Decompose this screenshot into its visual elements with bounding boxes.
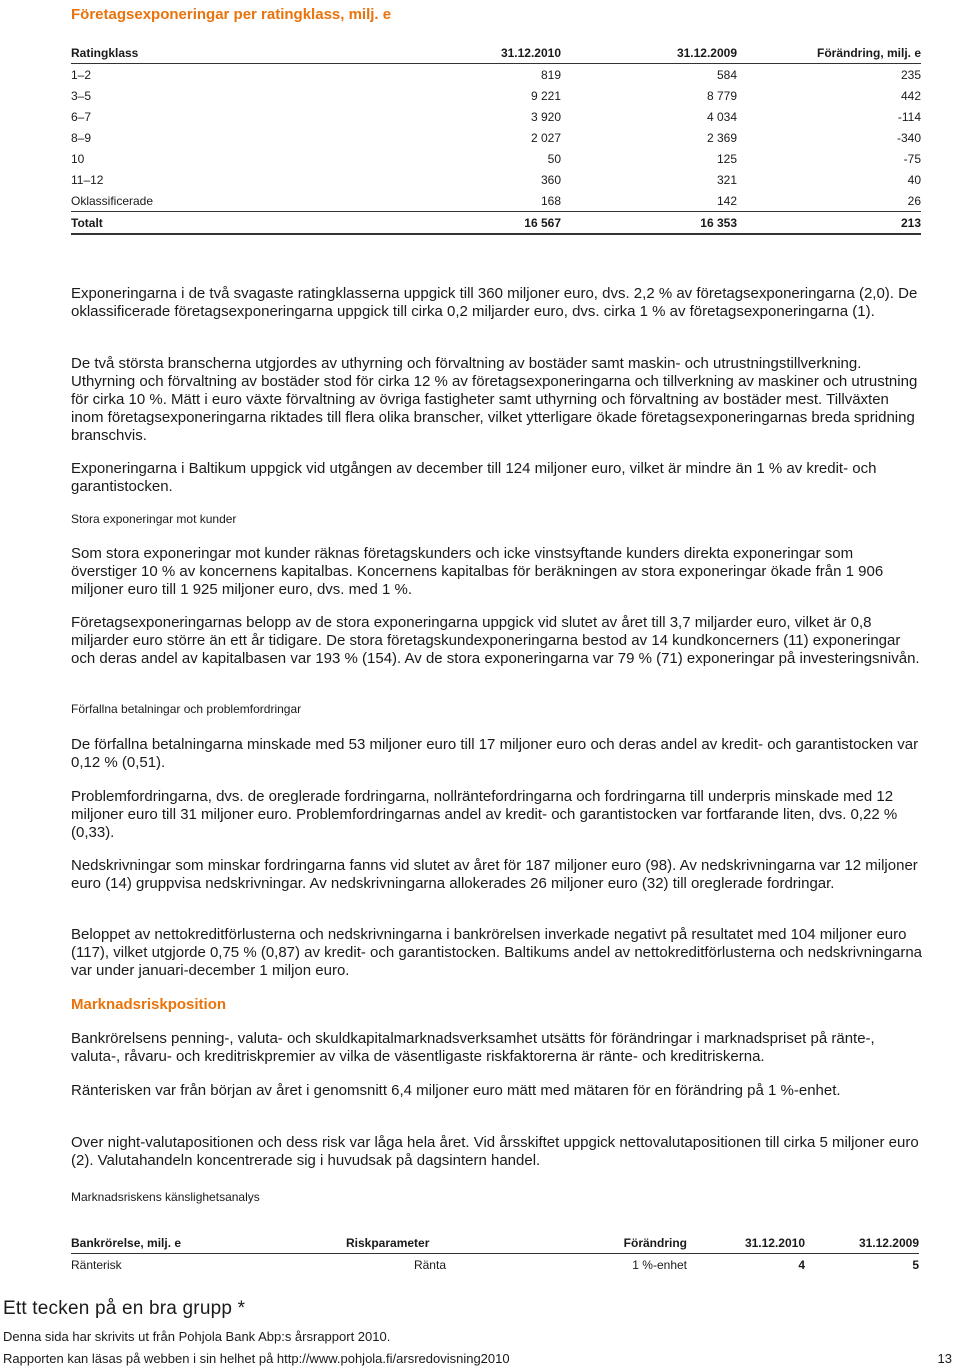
- table-cell: 16 567: [371, 212, 561, 235]
- col-header: Förändring, milj. e: [737, 42, 921, 64]
- table-cell: 2 369: [706, 130, 737, 145]
- paragraph: Företagsexponeringarnas belopp av de stora exponeringarna uppgick vid slutet av året till 3,7 miljarder euro, vilket är 0,8 miljarder euro större än ett år tidigare. De stora företagskundexponeringarna bestod av 14 kundkoncerners (11) exponeringar och deras andel av kapitalbasen var 193 % (154). Av de stora exponeringarna var 79 % (71) exponeringar på investeringsnivån.: [71, 614, 920, 667]
- page-title: Företagsexponeringar per ratingklass, milj. e: [71, 6, 392, 23]
- table-cell: 213: [737, 212, 921, 235]
- subheading: Marknadsriskens känslighetsanalys: [71, 1190, 260, 1204]
- table-cell: 3 920: [530, 109, 561, 124]
- table-cell: 8–9: [71, 130, 92, 145]
- col-header: Ratingklass: [71, 42, 371, 64]
- rating-table: [71, 42, 921, 235]
- table-cell: 125: [716, 151, 737, 166]
- table-cell: 11–12: [71, 172, 104, 187]
- table-cell: 4 034: [706, 109, 737, 124]
- table-row: [71, 106, 921, 127]
- paragraph: Bankrörelsens penning-, valuta- och skuldkapitalmarknadsverksamhet utsätts för förändringar i marknadspriset på ränte-, valuta-, råvaru- och kreditriskpremier av vilka de väsentligaste riskfaktorerna är ränte- och kreditriskerna.: [71, 1030, 875, 1065]
- table-cell: Ränta: [413, 1258, 446, 1272]
- table-row: [71, 85, 921, 106]
- subheading: Förfallna betalningar och problemfordringar: [71, 702, 302, 716]
- col-header: Bankrörelse, milj. e: [71, 1233, 346, 1254]
- table-cell: 1 %-enhet: [632, 1258, 687, 1272]
- footer-logo: Ett tecken på en bra grupp *: [3, 1298, 246, 1319]
- table-cell: 2 027: [530, 130, 561, 145]
- table-cell: Oklassificerade: [71, 193, 154, 208]
- section-heading: Marknadsriskposition: [71, 996, 227, 1013]
- paragraph: De två största branscherna utgjordes av uthyrning och förvaltning av bostäder samt maskin- och utrustningstillverkning. Uthyrning och förvaltning av bostäder stod för cirka 12 % av företagsexponeringarna och tillverkning av maskiner och utrustning för cirka 10 %. Mätt i euro växte förvaltning av övriga fastigheter samt uthyrning och förvaltning av bostäder mest. Tillväxten inom företagsexponeringarna riktades till flera olika branscher, vilket ytterligare ökade företagsexponeringarnas breda spridning branschvis.: [71, 355, 918, 444]
- paragraph: Exponeringarna i de två svagaste ratingklasserna uppgick till 360 miljoner euro, dvs. 2,2 % av företagsexponeringarna (2,0). De oklassificerade företagsexponeringarna uppgick till cirka 0,2 miljarder euro, dvs. cirka 1 % av företagsexponeringarna (1).: [71, 285, 918, 320]
- table-cell: -340: [896, 130, 921, 145]
- table-row: [71, 190, 921, 212]
- table-cell: 5: [912, 1258, 919, 1272]
- paragraph: Exponeringarna i Baltikum uppgick vid utgången av december till 124 miljoner euro, vilket är mindre än 1 % av kredit- och garantistocken.: [71, 460, 877, 495]
- table-cell: 40: [907, 172, 921, 187]
- col-header: 31.12.2009: [561, 42, 737, 64]
- table-cell: 16 353: [561, 212, 737, 235]
- table-cell: Ränterisk: [71, 1258, 122, 1272]
- table-cell: 6–7: [71, 109, 92, 124]
- table-cell: 442: [900, 88, 921, 103]
- table-cell: 360: [540, 172, 561, 187]
- page-number: 13: [937, 1351, 952, 1366]
- paragraph: Nedskrivningar som minskar fordringarna fanns vid slutet av året för 187 miljoner euro (98). Av nedskrivningarna var 12 miljoner euro (14) gruppvisa nedskrivningar. Av nedskrivningarna allokerades 26 miljoner euro (32) till oreglerade fordringar.: [71, 857, 918, 892]
- paragraph: Over night-valutapositionen och dess risk var låga hela året. Vid årsskiftet uppgick nettovalutapositionen till cirka 5 miljoner euro (2). Valutahandeln koncentrerade sig i huvudsak på dagsintern handel.: [71, 1134, 919, 1169]
- rating-table-header: [71, 42, 921, 64]
- table-cell: 4: [798, 1258, 805, 1272]
- col-header: 31.12.2009: [805, 1233, 919, 1254]
- table-cell: Totalt: [71, 212, 371, 235]
- table-row: [71, 127, 921, 148]
- subheading: Stora exponeringar mot kunder: [71, 512, 237, 526]
- table-cell: 50: [547, 151, 561, 166]
- col-header: Riskparameter: [346, 1233, 521, 1254]
- paragraph: Beloppet av nettokreditförlusterna och nedskrivningarna i bankrörelsen inverkade negativt på resultatet med 104 miljoner euro (117), vilket utgjorde 0,75 % (0,87) av kredit- och garantistocken. Baltikums andel av nettokreditförlusterna och nedskrivningarna var under januari-december 1 miljon euro.: [71, 926, 923, 979]
- paragraph: Problemfordringarna, dvs. de oreglerade fordringarna, nollräntefordringarna och fordringarna till underpris minskade med 12 miljoner euro till 31 miljoner euro. Problemfordringarnas andel av kredit- och garantistocken var fortfarande liten, dvs. 0,22 % (0,33).: [71, 788, 898, 841]
- paragraph: Ränterisken var från början av året i genomsnitt 6,4 miljoner euro mätt med mätaren för en förändring på 1 %-enhet.: [71, 1082, 841, 1099]
- total-row: [71, 212, 921, 235]
- table-row: [71, 1254, 919, 1277]
- table-cell: -75: [903, 151, 921, 166]
- paragraph: De förfallna betalningarna minskade med 53 miljoner euro till 17 miljoner euro och deras andel av kredit- och garantistocken var 0,12 % (0,51).: [71, 736, 919, 771]
- table-cell: 9 221: [530, 88, 561, 103]
- footer-link-text: Rapporten kan läsas på webben i sin helhet på http://www.pohjola.fi/arsredovisning2010: [3, 1351, 510, 1366]
- col-header: 31.12.2010: [687, 1233, 805, 1254]
- paragraph: Som stora exponeringar mot kunder räknas företagskunders och icke vinstsyftande kunders direkta exponeringar som överstiger 10 % av koncernens kapitalbas. Koncernens kapitalbas för beräkningen av stora exponeringar ökade från 1 906 miljoner euro till 1 925 miljoner euro, dvs. med 1 %.: [71, 545, 884, 598]
- table-cell: 3–5: [71, 88, 92, 103]
- table-row: [71, 148, 921, 169]
- table-row: [71, 169, 921, 190]
- table-cell: 584: [716, 67, 737, 82]
- col-header: Förändring: [521, 1233, 687, 1254]
- col-header: 31.12.2010: [371, 42, 561, 64]
- table-cell: 8 779: [706, 88, 737, 103]
- table-row: [71, 64, 921, 86]
- table-cell: 321: [716, 172, 737, 187]
- footer-note: Denna sida har skrivits ut från Pohjola Bank Abp:s årsrapport 2010.: [3, 1329, 391, 1344]
- table-cell: 235: [900, 67, 921, 82]
- table-cell: 168: [540, 193, 561, 208]
- table-cell: -114: [897, 109, 921, 124]
- table-cell: 10: [71, 151, 85, 166]
- table-cell: 1–2: [71, 67, 92, 82]
- table-cell: 819: [540, 67, 561, 82]
- sensitivity-table: [71, 1233, 919, 1276]
- table-cell: 142: [716, 193, 737, 208]
- table-cell: 26: [907, 193, 921, 208]
- sensitivity-table-header: [71, 1233, 919, 1254]
